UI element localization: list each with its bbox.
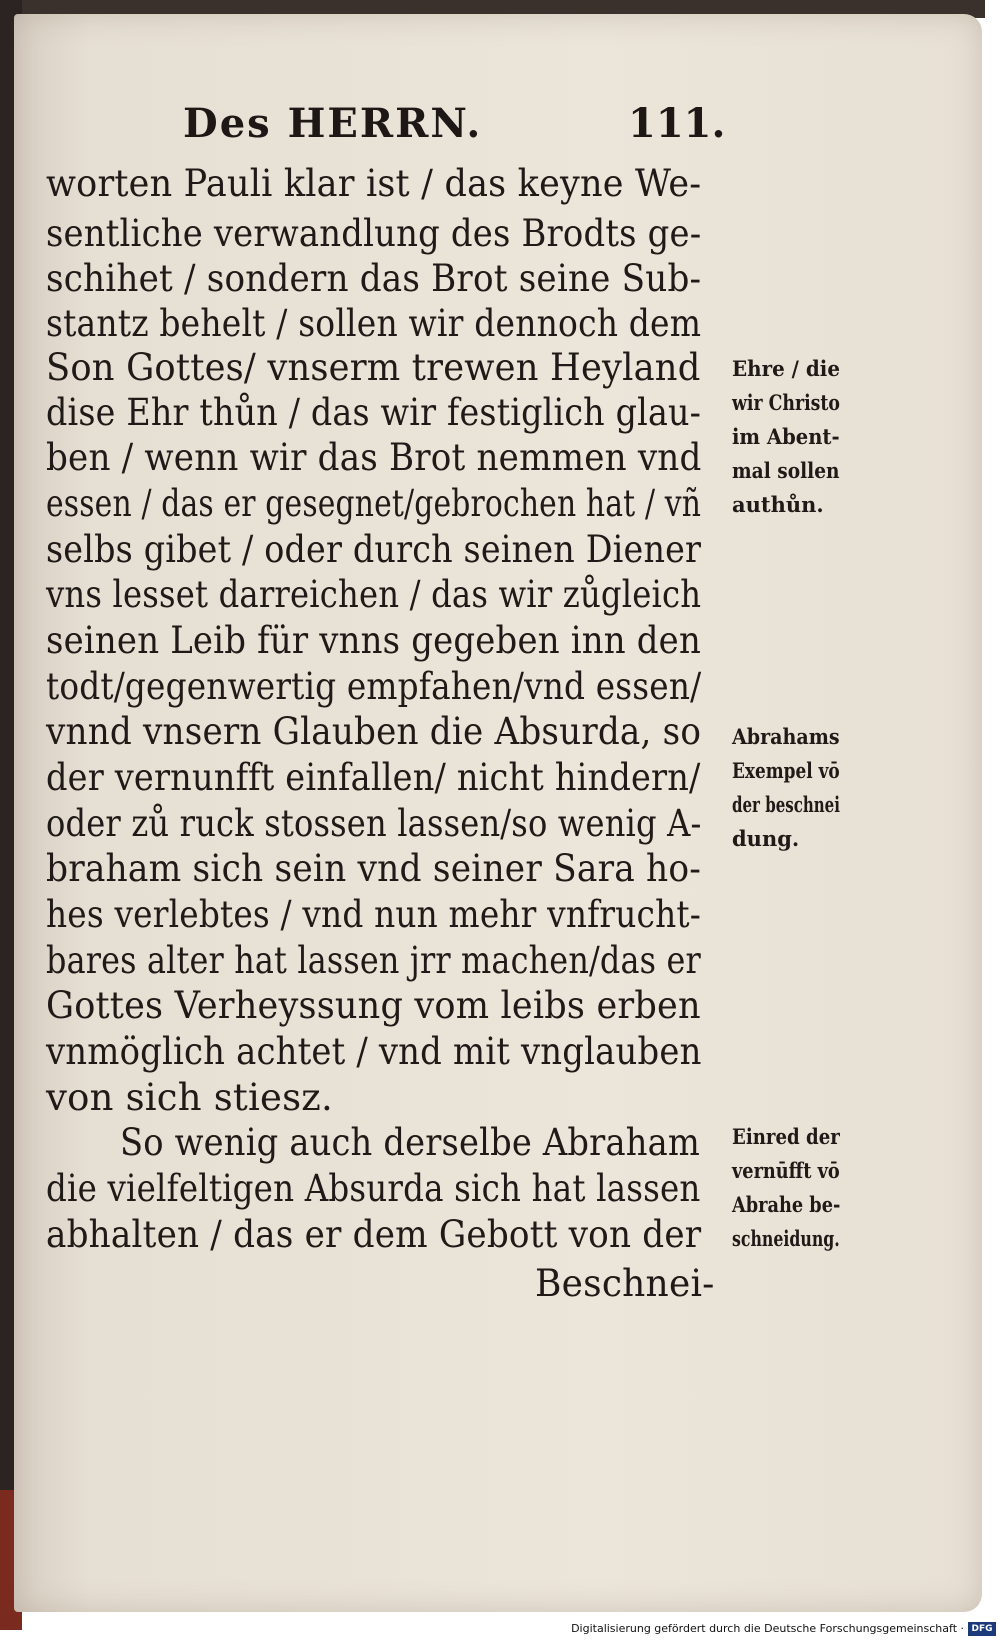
page-number: 111. xyxy=(628,100,726,147)
dfg-logo: DFG xyxy=(968,1622,996,1636)
text-line: vns lesset darreichen / das wir zůgleich xyxy=(46,573,702,616)
text-line: essen / das er gesegnet/gebrochen hat / vñ xyxy=(46,482,702,525)
margin-note-line: Ehre / die xyxy=(732,356,840,381)
margin-note-line: authůn. xyxy=(732,492,824,517)
margin-note-line: im Abent- xyxy=(732,424,840,449)
text-line: von sich stiesz. xyxy=(46,1076,333,1119)
margin-note-line: Abrahams xyxy=(732,724,840,749)
running-title: Des HERRN. xyxy=(183,100,483,147)
margin-note-line: dung. xyxy=(732,826,800,851)
text-line: worten Pauli klar ist / das keyne We- xyxy=(46,162,702,205)
text-line: braham sich sein vnd seiner Sara ho- xyxy=(46,847,702,890)
text-line: bares alter hat lassen jrr machen/das er xyxy=(46,939,701,982)
text-line: Son Gottes/ vnserm trewen Heyland xyxy=(46,346,701,389)
text-line: oder zů ruck stossen lassen/so wenig A- xyxy=(46,802,702,845)
text-line: selbs gibet / oder durch seinen Diener xyxy=(46,528,702,571)
text-line: hes verlebtes / vnd nun mehr vnfrucht- xyxy=(46,893,702,936)
margin-note-line: der beschnei xyxy=(732,792,840,817)
text-line: So wenig auch derselbe Abraham xyxy=(120,1121,701,1164)
margin-note-line: mal sollen xyxy=(732,458,840,483)
text-line: abhalten / das er dem Gebott von der xyxy=(46,1213,702,1256)
funding-credit: Digitalisierung gefördert durch die Deutsche Forschungsgemeinschaft · xyxy=(571,1622,964,1635)
margin-note-line: schneidung. xyxy=(732,1226,840,1251)
text-line: vnmöglich achtet / vnd mit vnglauben xyxy=(46,1030,702,1073)
catchword: Beschnei- xyxy=(535,1262,715,1305)
margin-note-line: vernūfft vō xyxy=(732,1158,840,1183)
text-line: dise Ehr thůn / das wir festiglich glau- xyxy=(46,391,702,434)
text-line: stantz behelt / sollen wir dennoch dem xyxy=(46,302,702,345)
margin-note-line: Einred der xyxy=(732,1124,840,1149)
margin-note-line: wir Christo xyxy=(732,390,840,415)
text-line: vnnd vnsern Glauben die Absurda, so xyxy=(46,710,702,753)
margin-note-line: Exempel vō xyxy=(732,758,840,783)
text-line: der vernunfft einfallen/ nicht hindern/ xyxy=(46,756,701,799)
text-line: ben / wenn wir das Brot nemmen vnd xyxy=(46,436,702,479)
text-line: seinen Leib für vnns gegeben inn den xyxy=(46,619,701,662)
text-line: die vielfeltigen Absurda sich hat lassen xyxy=(46,1167,701,1210)
text-line: Gottes Verheyssung vom leibs erben xyxy=(46,984,701,1027)
text-line: sentliche verwandlung des Brodts ge- xyxy=(46,212,702,255)
text-line: todt/gegenwertig empfahen/vnd essen/ xyxy=(46,665,702,708)
text-line: schihet / sondern das Brot seine Sub- xyxy=(46,257,702,300)
margin-note-line: Abrahe be- xyxy=(732,1192,841,1217)
